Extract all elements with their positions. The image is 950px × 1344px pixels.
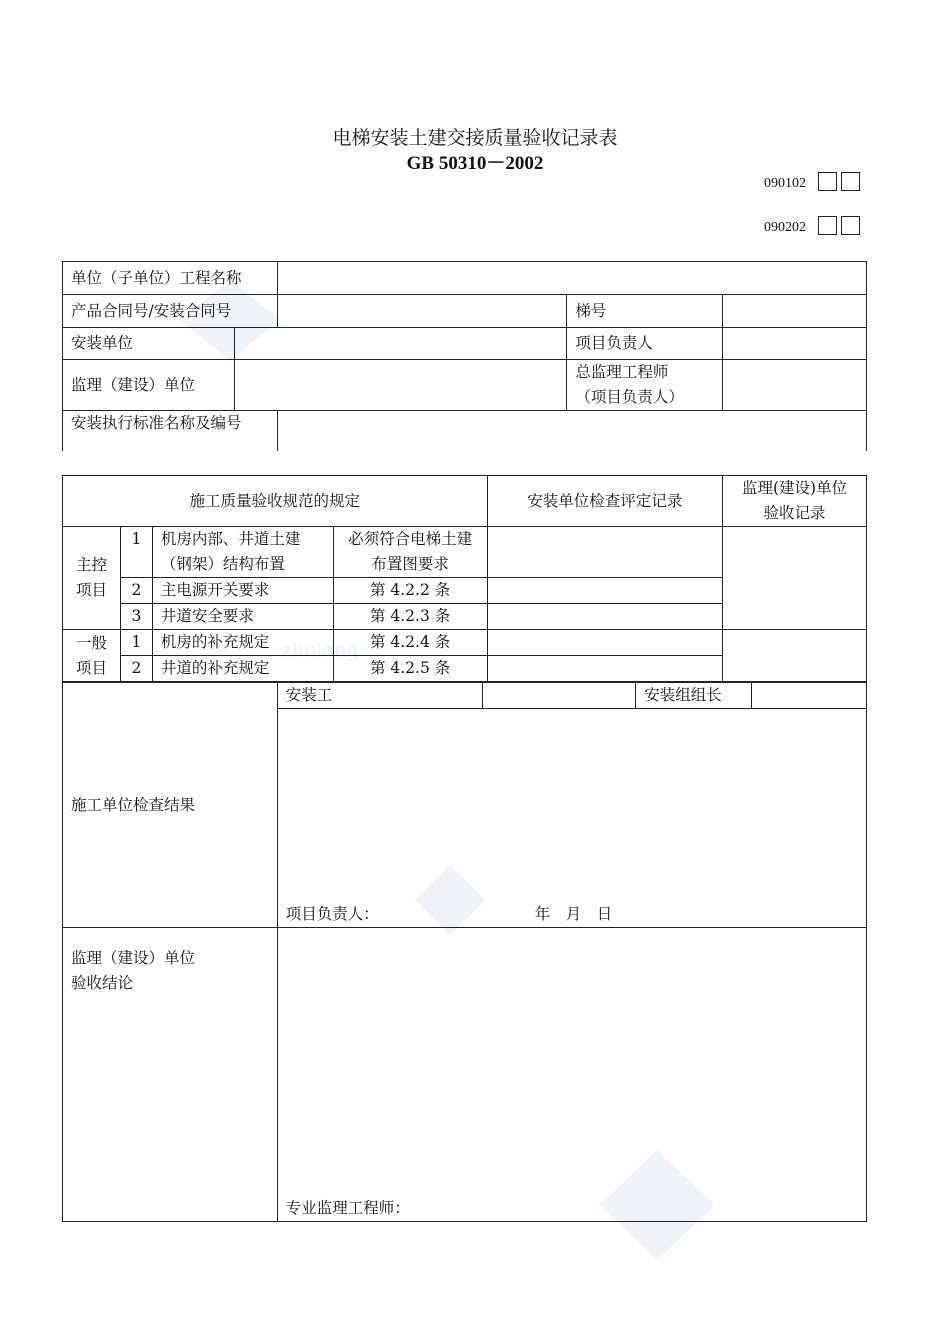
header-table (62, 261, 867, 451)
item-no: 1 (120, 527, 152, 578)
team-leader-field[interactable] (752, 683, 867, 709)
item-requirement: 第 4.2.4 条 (333, 630, 487, 656)
general-items-group (63, 630, 121, 682)
item-desc-line-1: 机房内部、井道土建 (160, 530, 301, 548)
watermark-text: zhulong (282, 640, 359, 662)
installer-label: 安装工 (277, 683, 483, 709)
project-manager-label: 项目负责人 (567, 328, 723, 360)
elevator-no-field[interactable] (723, 295, 867, 328)
item-no: 3 (120, 604, 152, 630)
supervision-unit-field[interactable] (234, 360, 567, 411)
main-group-line-2: 项目 (75, 581, 107, 599)
item-desc: 井道安全要求 (152, 604, 333, 630)
item-desc (152, 527, 333, 578)
supervision-unit-label: 监理（建设）单位 (63, 360, 235, 411)
item-no: 2 (120, 656, 152, 682)
construction-check-label: 施工单位检查结果 (63, 683, 278, 928)
acceptance-general-field[interactable] (723, 630, 867, 682)
supervisor-sign: 专业监理工程师： (285, 1199, 410, 1217)
supervision-conclusion-field[interactable] (277, 928, 866, 1222)
results-table (62, 682, 867, 1222)
supervision-conclusion-line-1: 监理（建设）单位 (71, 949, 196, 967)
contract-field[interactable] (277, 295, 567, 328)
general-group-line-2: 项目 (75, 658, 107, 677)
date-label: 年 月 日 (534, 905, 613, 923)
record-field[interactable] (487, 604, 723, 630)
item-no: 1 (120, 630, 152, 656)
chief-engineer-line-2: （项目负责人） (575, 388, 684, 406)
item-desc-line-2: （钢架）结构布置 (160, 555, 285, 573)
code-box[interactable] (818, 172, 837, 191)
col-spec-header: 施工质量验收规范的规定 (63, 476, 488, 527)
col-acceptance-line-1: 监理(建设)单位 (742, 479, 848, 497)
chief-engineer-line-1: 总监理工程师 (575, 363, 669, 381)
main-items-group (63, 527, 121, 630)
record-field[interactable] (487, 630, 723, 656)
project-name-field[interactable] (277, 262, 866, 295)
code-label-2: 090202 (764, 220, 806, 235)
item-requirement (333, 527, 487, 578)
inspection-table (62, 475, 867, 682)
item-desc: 井道的补充规定 (152, 656, 333, 682)
install-unit-label: 安装单位 (63, 328, 235, 360)
record-field[interactable] (487, 578, 723, 604)
item-requirement: 第 4.2.3 条 (333, 604, 487, 630)
item-requirement: 第 4.2.5 条 (333, 656, 487, 682)
construction-check-field[interactable] (277, 709, 866, 928)
contract-label: 产品合同号/安装合同号 (63, 295, 278, 328)
item-no: 2 (120, 578, 152, 604)
record-field[interactable] (487, 527, 723, 578)
col-record-header: 安装单位检查评定记录 (487, 476, 723, 527)
code-box[interactable] (841, 216, 860, 235)
project-name-label: 单位（子单位）工程名称 (63, 262, 278, 295)
code-box[interactable] (841, 172, 860, 191)
item-req-line-1: 必须符合电梯土建 (348, 530, 473, 548)
code-box[interactable] (818, 216, 837, 235)
chief-engineer-field[interactable] (723, 360, 867, 411)
item-desc: 主电源开关要求 (152, 578, 333, 604)
standard-name-label: 安装执行标准名称及编号 (63, 411, 278, 451)
document-title: 电梯安装土建交接质量验收记录表 (332, 127, 618, 149)
standard-name-field[interactable] (277, 411, 866, 451)
team-leader-label: 安装组组长 (636, 683, 752, 709)
elevator-no-label: 梯号 (567, 295, 723, 328)
project-manager-sign: 项目负责人： (285, 905, 379, 923)
installer-field[interactable] (483, 683, 636, 709)
record-field[interactable] (487, 656, 723, 682)
col-acceptance-line-2: 验收记录 (763, 504, 826, 522)
standard-number: GB 50310－2002 (406, 153, 544, 174)
general-group-line-1: 一般 (75, 633, 107, 652)
col-acceptance-header (723, 476, 867, 527)
supervision-conclusion-line-2: 验收结论 (71, 974, 134, 992)
project-manager-field[interactable] (723, 328, 867, 360)
item-req-line-2: 布置图要求 (371, 555, 449, 573)
supervision-conclusion-label (63, 928, 278, 1222)
item-requirement: 第 4.2.2 条 (333, 578, 487, 604)
main-group-line-1: 主控 (75, 556, 107, 574)
item-desc: 机房的补充规定 (152, 630, 333, 656)
chief-engineer-label (567, 360, 723, 411)
acceptance-main-field[interactable] (723, 527, 867, 630)
install-unit-field[interactable] (234, 328, 567, 360)
code-label-1: 090102 (764, 176, 806, 191)
